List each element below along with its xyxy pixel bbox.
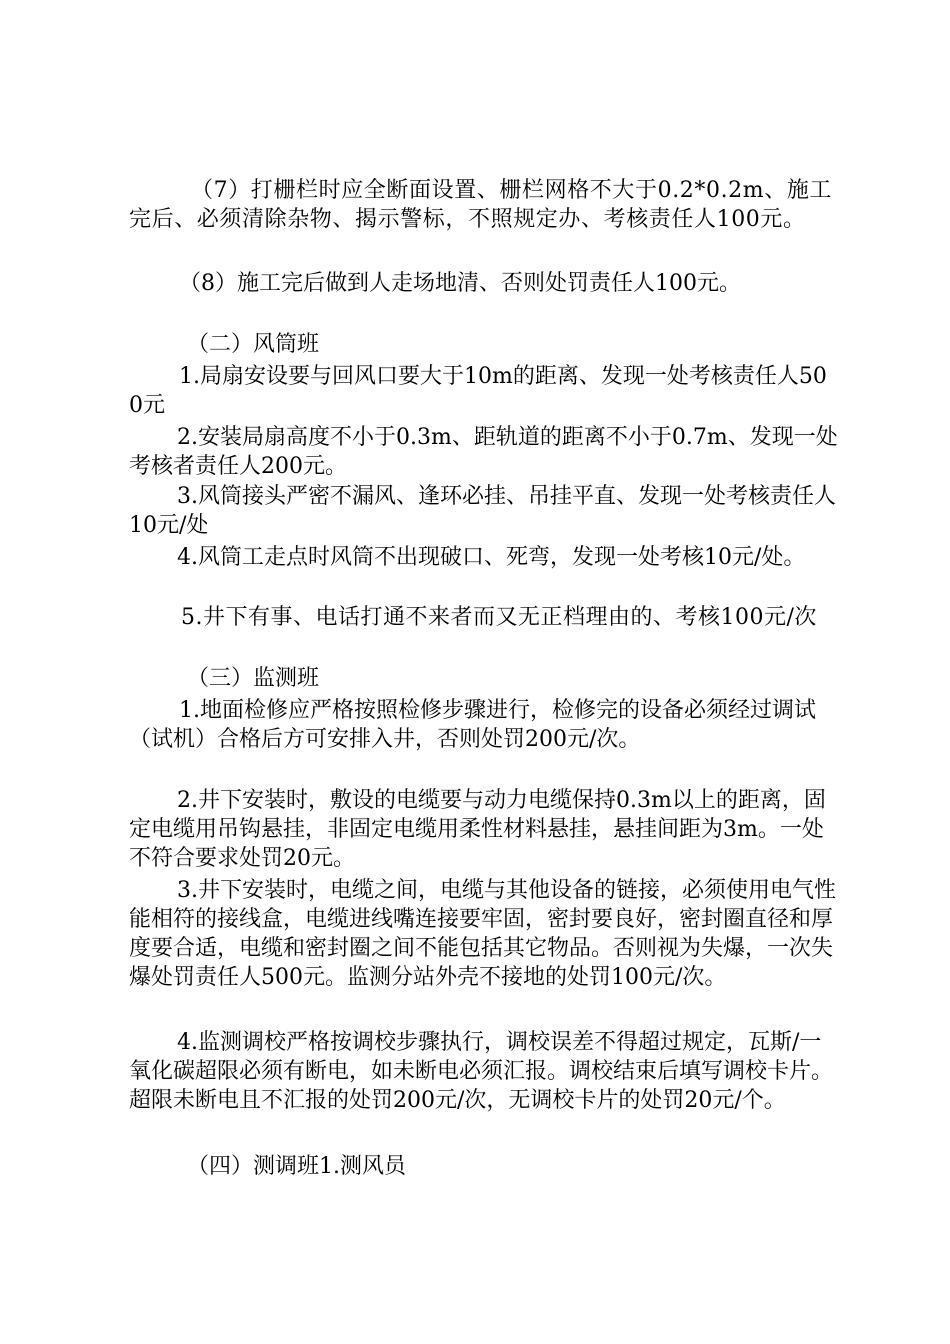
paragraph-text: （7）打栅栏时应全断面设置、栅栏网格不大于0.2*0.2m、施工完后、必须清除杂物、揭示警标，不照规定办、考核责任人100元。 (129, 178, 833, 232)
list-item: 1.局扇安设要与回风口要大于10m的距离、发现一处考核责任人500元 (129, 364, 827, 418)
list-item: 4.风筒工走点时风筒不出现破口、死弯，发现一处考核10元/处。 (177, 545, 806, 570)
monitoring-item-2 (129, 786, 839, 873)
list-item: 5.井下有事、电话打通不来者而又无正档理由的、考核100元/次 (181, 605, 817, 630)
wind-duct-item-3 (129, 482, 839, 540)
section-heading-wind-duct (129, 330, 839, 359)
section-heading-survey (129, 1152, 839, 1181)
paragraph-text: （8）施工完后做到人走场地清、否则处罚责任人100元。 (179, 271, 741, 296)
list-item: 2.安装局扇高度不小于0.3m、距轨道的距离不小于0.7m、发现一处考核者责任人200元。 (129, 425, 838, 479)
section-heading-monitoring (129, 664, 839, 693)
section-heading: （三）监测班 (187, 666, 320, 691)
wind-duct-item-1 (129, 362, 839, 420)
wind-duct-item-2 (129, 423, 839, 481)
list-item: 2.井下安装时，敷设的电缆要与动力电缆保持0.3m以上的距离，固定电缆用吊钩悬挂，非固定电缆用柔性材料悬挂，悬挂间距为3m。一处不符合要求处罚20元。 (129, 788, 826, 871)
list-item: 3.风筒接头严密不漏风、逢环必挂、吊挂平直、发现一处考核责任人10元/处 (129, 484, 836, 538)
section-heading: （四）测调班1.测风员 (187, 1154, 406, 1179)
wind-duct-item-5 (129, 603, 839, 632)
monitoring-item-3 (129, 876, 839, 992)
list-item: 1.地面检修应严格按照检修步骤进行，检修完的设备必须经过调试（试机）合格后方可安排入井，否则处罚200元/次。 (129, 698, 816, 752)
paragraph-8 (129, 269, 839, 298)
list-item: 4.监测调校严格按调校步骤执行，调校误差不得超过规定，瓦斯/一氧化碳超限必须有断电，如未断电必须汇报。调校结束后填写调校卡片。超限未断电且不汇报的处罚200元/次，无调校卡片的处罚20元/个。 (129, 1030, 834, 1113)
section-heading: （二）风筒班 (187, 332, 320, 357)
monitoring-item-1 (129, 696, 839, 754)
monitoring-item-4 (129, 1028, 839, 1115)
list-item: 3.井下安装时，电缆之间，电缆与其他设备的链接，必须使用电气性能相符的接线盒，电缆进线嘴连接要牢固，密封要良好，密封圈直径和厚度要合适，电缆和密封圈之间不能包括其它物品。否则视为失爆，一次失爆处罚责任人500元。监测分站外壳不接地的处罚100元/次。 (129, 878, 836, 990)
wind-duct-item-4 (129, 543, 839, 572)
paragraph-7 (129, 176, 839, 234)
